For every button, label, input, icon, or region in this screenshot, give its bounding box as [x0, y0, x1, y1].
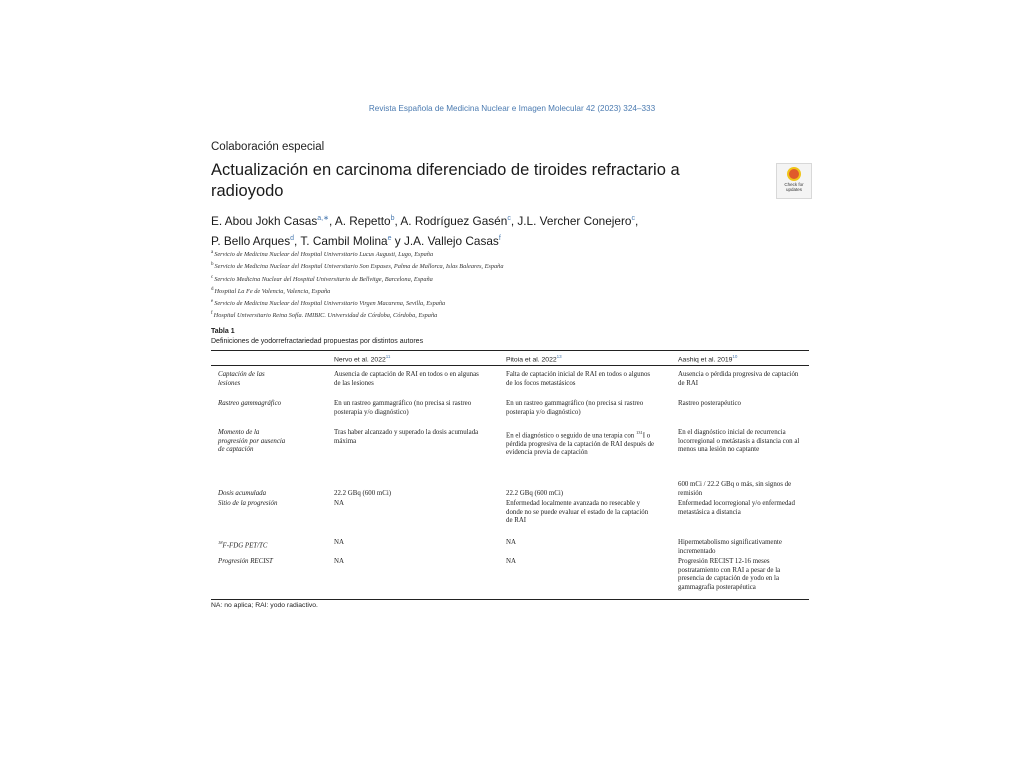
column-header-pitoia	[506, 354, 562, 363]
affiliation-text: Servicio de Medicina Nuclear del Hospital Universitario Lucus Augusti, Lugo, España	[214, 251, 434, 259]
table-caption-text: Definiciones de yodorrefractariedad propuestas por distintos autores	[211, 338, 424, 345]
row-label	[218, 539, 288, 551]
affiliation-list	[211, 248, 771, 322]
table-footnote: NA: no aplica; RAI: yodo radiactivo.	[211, 602, 318, 609]
author[interactable]: A. Repetto	[334, 213, 391, 228]
affiliation	[211, 297, 771, 309]
table-cell: En un rastreo gammagráfico (no precisa si rastreo posterapia y/o diagnóstico)	[334, 400, 472, 416]
affiliation-text: Hospital La Fe de Valencia, Valencia, España	[214, 287, 331, 295]
affiliation-mark: b	[211, 262, 214, 268]
article-title: Actualización en carcinoma diferenciado de tiroides refractario a radioyodo	[211, 161, 680, 200]
row-label-text: F-FDG PET/TC	[222, 542, 268, 550]
reference-link[interactable]: 10	[732, 354, 738, 359]
row-label: Captación de las lesiones	[218, 371, 265, 387]
affiliation	[211, 285, 771, 297]
table-cell: Tras haber alcanzado y superado la dosis acumulada máxima	[334, 429, 479, 445]
affiliation	[211, 260, 771, 272]
row-label: Rastreo gammagráfico	[218, 400, 282, 407]
affiliation-text: Servicio Medicina Nuclear del Hospital Universitario de Bellvitge, Barcelona, España	[214, 275, 433, 283]
affiliation	[211, 309, 771, 321]
author-affil-mark[interactable]: d	[290, 234, 295, 242]
author[interactable]: E. Abou Jokh Casas	[211, 213, 318, 228]
row-label: Momento de la progresión por ausencia de captación	[218, 429, 286, 454]
table-cell: En un rastreo gammagráfico (no precisa si rastreo posterapia y/o diagnóstico)	[506, 400, 644, 416]
author[interactable]: A. Rodríguez Gasén	[400, 213, 508, 228]
table-cell: Progresión RECIST 12-16 meses postratamiento con RAI a pesar de la presencia de captación de yodo en la gammagrafía posterapéutica	[678, 558, 781, 591]
table-body	[211, 366, 809, 599]
column-header-aashiq	[678, 354, 737, 363]
author-separator: ,	[294, 233, 301, 248]
table-caption	[211, 327, 423, 347]
row-label: Sitio de la progresión	[218, 500, 278, 507]
table-label: Tabla 1	[211, 328, 235, 335]
crossmark-label: Check for updates	[784, 182, 804, 192]
table-header-row	[211, 351, 809, 366]
author-separator: y	[391, 233, 404, 248]
author[interactable]: P. Bello Arques	[211, 233, 291, 248]
table-cell: 22.2 GBq (600 mCi)	[506, 490, 564, 497]
author-separator: ,	[510, 213, 518, 228]
table-cell: Hipermetabolismo significativamente incrementado	[678, 539, 782, 555]
table-cell: NA	[334, 500, 344, 507]
section-label: Colaboración especial	[211, 141, 325, 153]
crossmark-icon	[787, 167, 801, 181]
author-affil-mark[interactable]: a,∗	[317, 215, 329, 222]
column-header-nervo	[334, 354, 390, 363]
table-cell: En el diagnóstico inicial de recurrencia locorregional o metástasis a distancia con al menos una lesión no captante	[678, 429, 800, 454]
check-for-updates-badge[interactable]	[776, 163, 812, 199]
affiliation-text: Servicio de Medicina Nuclear del Hospital Universitario Son Espases, Palma de Mallorca, Islas Baleares, España	[214, 263, 504, 271]
table-cell: NA	[506, 558, 516, 565]
author-affil-mark[interactable]: b	[390, 215, 395, 222]
cell-text: En el diagnóstico o seguido de una terapia con	[506, 432, 636, 440]
author-affil-mark[interactable]: e	[387, 234, 392, 242]
column-header-text: Aashiq et al. 2019	[678, 356, 733, 364]
table-cell: NA	[506, 539, 516, 546]
author-affil-mark[interactable]: f	[498, 234, 501, 242]
author[interactable]: J.A. Vallejo Casas	[403, 233, 499, 248]
affiliation-mark: f	[211, 311, 213, 317]
column-header-text: Nervo et al. 2022	[334, 356, 386, 364]
table-cell: NA	[334, 558, 344, 565]
author-separator: ,	[634, 213, 639, 228]
isotope-mark: 18	[218, 540, 223, 545]
author-affil-mark[interactable]: c	[507, 215, 511, 222]
affiliation-mark: d	[211, 286, 214, 292]
author-list	[211, 210, 731, 250]
journal-citation[interactable]: Revista Española de Medicina Nuclear e Imagen Molecular 42 (2023) 324–333	[368, 104, 656, 113]
reference-link[interactable]: 11	[385, 354, 391, 359]
table-cell	[506, 429, 656, 458]
row-label: Progresión RECIST	[218, 558, 273, 565]
definitions-table	[211, 350, 809, 600]
affiliation	[211, 248, 771, 260]
author[interactable]: J.L. Vercher Conejero	[517, 213, 632, 228]
table-cell: 600 mCi / 22.2 GBq o más, sin signos de remisión	[678, 481, 792, 497]
table-cell: Enfermedad localmente avanzada no resecable y donde no se puede evaluar el estado de la captación de RAI	[506, 500, 649, 525]
affiliation-text: Servicio de Medicina Nuclear del Hospital Universitario Virgen Macarena, Sevilla, España	[214, 300, 446, 308]
author[interactable]: T. Cambil Molina	[300, 233, 388, 248]
affiliation-mark: a	[211, 250, 214, 255]
reference-link[interactable]: 13	[556, 354, 562, 359]
author-separator: ,	[394, 213, 401, 228]
table-cell: NA	[334, 539, 344, 546]
author-separator: ,	[328, 213, 335, 228]
affiliation	[211, 273, 771, 285]
affiliation-text: Hospital Universitario Reina Sofía. IMIBIC. Universidad de Córdoba, Córdoba, España	[213, 312, 438, 320]
affiliation-mark: e	[211, 299, 214, 305]
table-cell: Enfermedad locorregional y/o enfermedad metastásica a distancia	[678, 500, 795, 516]
isotope-mark: 131	[635, 430, 643, 435]
table-cell: 22.2 GBq (600 mCi)	[334, 490, 392, 497]
table-cell: Rastreo posterapéutico	[678, 400, 741, 407]
row-label: Dosis acumulada	[218, 490, 267, 497]
affiliation-mark: c	[211, 274, 214, 280]
column-header-text: Pitoia et al. 2022	[506, 356, 557, 364]
table-cell: Ausencia de captación de RAI en todos o en algunas de las lesiones	[334, 371, 479, 387]
table-cell: Falta de captación inicial de RAI en todos o algunos de los focos metastásicos	[506, 371, 651, 387]
cell-text: I o pérdida progresiva de la captación de RAI después de evidencia previa de captación	[506, 432, 655, 457]
author-affil-mark[interactable]: c	[631, 215, 635, 222]
table-cell: Ausencia o pérdida progresiva de captación de RAI	[678, 371, 799, 387]
